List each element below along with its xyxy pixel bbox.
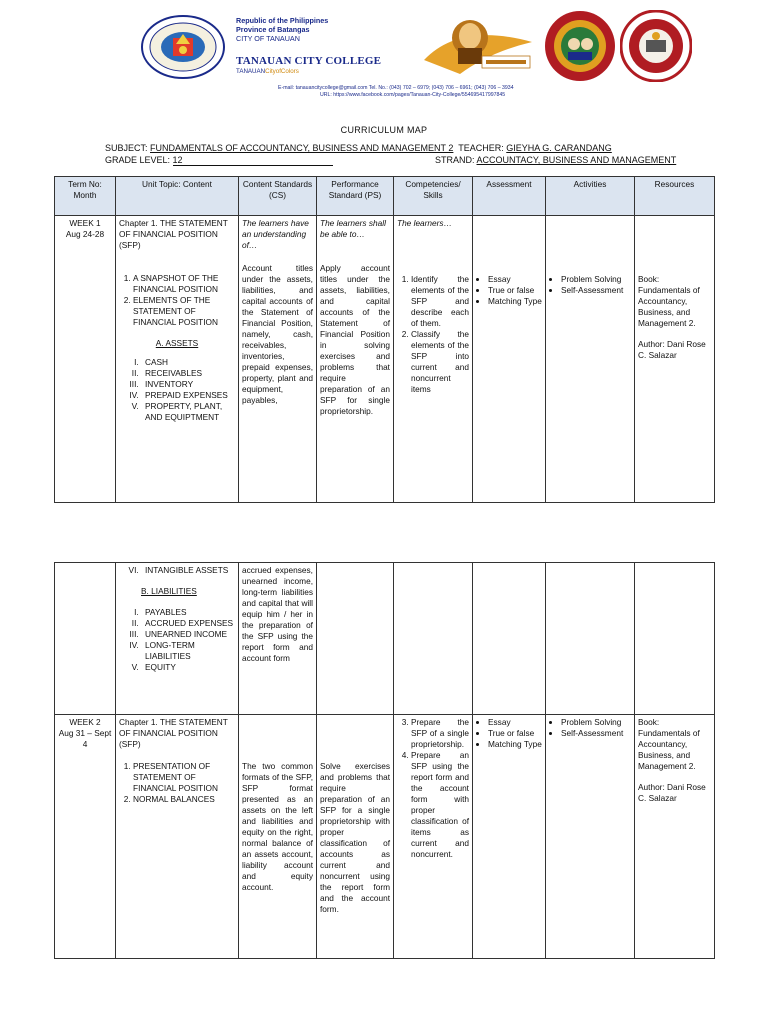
unit-topic-cell — [116, 216, 239, 503]
contact-url: URL: https://www.facebook.com/pages/Tanauan-City-College/554695417997845 — [320, 92, 506, 98]
ps-text: Solve exercises and problems that require preparation of an SFP for a single proprietorship with proper classification of accounts as current and noncurrent using the report form and the account form. — [320, 761, 390, 914]
assessment-list — [476, 274, 542, 307]
assessment-cell — [473, 715, 546, 959]
curriculum-table — [54, 176, 715, 503]
college-name: TANAUAN CITY COLLEGE — [236, 55, 382, 67]
assessment-cell — [473, 216, 546, 503]
content-standards-cell — [239, 563, 317, 715]
contact-email-phone: E-mail: tanauancitycollege@gmail.com Tel. No.: (043) 702 – 6979; (043) 706 – 6961; (043) 706 – 3934 — [278, 85, 514, 91]
list-item: 4. Prepare an SFP using the report form and the account form with proper classification of items as current and noncurrent. — [411, 750, 469, 860]
assets-list — [119, 357, 235, 423]
table-row — [55, 563, 715, 715]
list-item: 2. ELEMENTS OF THE STATEMENT OF FINANCIAL POSITION — [133, 295, 235, 328]
resource-book: Book: Fundamentals of Accountancy, Business, and Management 2. — [638, 274, 700, 328]
list-item: I. PAYABLES — [141, 607, 235, 618]
competencies-cell — [394, 563, 473, 715]
list-item: 1. A SNAPSHOT OF THE FINANCIAL POSITION — [133, 273, 235, 295]
liabilities-list — [119, 607, 235, 673]
resources-cell — [635, 563, 715, 715]
strand — [435, 155, 676, 165]
table-header-row — [55, 177, 715, 216]
chapter-title: Chapter 1. THE STATEMENT OF FINANCIAL POSITION (SFP) — [119, 218, 228, 250]
week-dates: Aug 31 – Sept 4 — [58, 728, 112, 749]
unit-topic-cell — [116, 563, 239, 715]
tanauan-city-seal-icon — [140, 14, 226, 80]
grade-value: 12 — [173, 156, 333, 166]
strand-value: ACCOUNTACY, BUSINESS AND MANAGEMENT — [476, 155, 677, 165]
list-item: • Essay — [488, 717, 542, 728]
list-item: • Self-Assessment — [561, 285, 631, 296]
senior-high-school-seal-icon — [620, 10, 692, 82]
list-item: 2. Classify the elements of the SFP into current and noncurrent items — [411, 329, 469, 395]
col-performance-standard: Performance Standard (PS) — [317, 177, 394, 216]
list-item: • Essay — [488, 274, 542, 285]
list-item: III. INVENTORY — [141, 379, 235, 390]
unit-topic-cell — [116, 715, 239, 959]
page-title: CURRICULUM MAP — [340, 125, 428, 135]
city-line: CITY OF TANAUAN — [236, 34, 300, 43]
subject-value: FUNDAMENTALS OF ACCOUNTANCY, BUSINESS AND MANAGEMENT 2 — [150, 143, 454, 153]
ps-text: Apply account titles under the assets, liabilities, and capital accounts of the Statement of Financial Position in solving exercises and problems that require preparation of an SFP for single proprietorship. — [320, 263, 390, 416]
term-cell — [55, 563, 116, 715]
list-item: V. EQUITY — [141, 662, 235, 673]
subject-label: SUBJECT: — [105, 143, 151, 153]
table-row — [55, 216, 715, 503]
activities-list — [549, 717, 631, 739]
cs-text: The two common formats of the SFP, SFP format presented as an assets on the left and liabilities and equity on the right, normal balance of an assets account, liability account and equity account. — [242, 761, 313, 892]
col-activities: Activities — [546, 177, 635, 216]
assessment-cell — [473, 563, 546, 715]
performance-standard-cell — [317, 216, 394, 503]
activities-cell — [546, 216, 635, 503]
republic-line: Republic of the Philippines — [236, 16, 329, 25]
col-unit-topic: Unit Topic: Content — [116, 177, 239, 216]
list-item: • True or false — [488, 285, 542, 296]
resource-author: Author: Dani Rose C. Salazar — [638, 782, 706, 803]
resources-cell — [635, 715, 715, 959]
cs-intro: The learners have an understanding of… — [242, 218, 309, 250]
contact-info — [278, 85, 514, 99]
table-row — [55, 715, 715, 959]
activities-cell — [546, 715, 635, 959]
list-item: 1. Identify the elements of the SFP and describe each of them. — [411, 274, 469, 329]
list-item: • True or false — [488, 728, 542, 739]
performance-standard-cell — [317, 715, 394, 959]
content-standards-cell — [239, 216, 317, 503]
col-content-standards: Content Standards (CS) — [239, 177, 317, 216]
liabilities-heading: B. LIABILITIES — [141, 586, 197, 596]
list-item: III. UNEARNED INCOME — [141, 629, 235, 640]
list-item: 3. Prepare the SFP of a single proprietorship. — [411, 717, 469, 750]
grade-strand-line — [105, 155, 705, 166]
competency-list — [397, 717, 469, 860]
list-item: II. ACCRUED EXPENSES — [141, 618, 235, 629]
list-item: VI. INTANGIBLE ASSETS — [141, 565, 235, 576]
activities-cell — [546, 563, 635, 715]
week-dates: Aug 24-28 — [65, 229, 105, 239]
col-resources: Resources — [635, 177, 715, 216]
resources-cell — [635, 216, 715, 503]
activities-list — [549, 274, 631, 296]
assets-list-continued — [119, 565, 235, 576]
topic-list — [119, 273, 235, 328]
content-standards-cell — [239, 715, 317, 959]
list-item: • Problem Solving — [561, 717, 631, 728]
subject-line — [105, 143, 612, 153]
list-item: • Matching Type — [488, 739, 542, 750]
tagline-city: TANAUAN — [236, 68, 266, 75]
tagline — [236, 68, 299, 75]
list-item: • Problem Solving — [561, 274, 631, 285]
government-lines — [236, 16, 328, 43]
assessment-list — [476, 717, 542, 750]
list-item: • Matching Type — [488, 296, 542, 307]
cs-text: accrued expenses, unearned income, long-term liabilities and capital that will equip him / her in the preparation of the SFP using the report form and account form — [242, 565, 313, 663]
list-item: 1. PRESENTATION OF STATEMENT OF FINANCIAL POSITION — [133, 761, 235, 794]
strand-label: STRAND: — [435, 155, 477, 165]
list-item: V. PROPERTY, PLANT, AND EQUIPTMENT — [141, 401, 235, 423]
chapter-title: Chapter 1. THE STATEMENT OF FINANCIAL POSITION (SFP) — [119, 717, 228, 749]
teacher-label: TEACHER: — [453, 143, 507, 153]
resource-author: Author: Dani Rose C. Salazar — [638, 339, 706, 360]
performance-standard-cell — [317, 563, 394, 715]
week-label: WEEK 1 — [69, 218, 101, 228]
comp-intro: The learners… — [397, 218, 452, 228]
competencies-cell — [394, 216, 473, 503]
tagline-colors: CityofColors — [265, 68, 299, 75]
resource-book: Book: Fundamentals of Accountancy, Business, and Management 2. — [638, 717, 700, 771]
curriculum-table-continued — [54, 562, 715, 959]
list-item: I. CASH — [141, 357, 235, 368]
assets-heading: A. ASSETS — [155, 338, 199, 348]
tanauan-city-college-seal-icon — [544, 10, 616, 82]
list-item: II. RECEIVABLES — [141, 368, 235, 379]
col-competencies: Competencies/ Skills — [394, 177, 473, 216]
list-item: IV. PREPAID EXPENSES — [141, 390, 235, 401]
term-cell — [55, 715, 116, 959]
letterhead — [0, 0, 768, 105]
list-item: 2. NORMAL BALANCES — [133, 794, 235, 805]
topic-list — [119, 761, 235, 805]
cs-text: Account titles under the assets, liabilities, and capital accounts of the Statement of Financial Position, namely, cash, receivables, inventories, prepaid expenses, property, plant and equipment, payables, — [242, 263, 313, 405]
competency-list — [397, 274, 469, 395]
list-item: IV. LONG-TERM LIABILITIES — [141, 640, 235, 662]
mabini-portrait-logo-icon — [420, 12, 538, 80]
term-cell — [55, 216, 116, 503]
col-assessment: Assessment — [473, 177, 546, 216]
col-term: Term No: Month — [55, 177, 116, 216]
week-label: WEEK 2 — [69, 717, 101, 727]
competencies-cell — [394, 715, 473, 959]
ps-intro: The learners shall be able to… — [320, 218, 386, 239]
list-item: • Self-Assessment — [561, 728, 631, 739]
grade-label: GRADE LEVEL: — [105, 155, 173, 165]
teacher-value: GIEYHA G. CARANDANG — [506, 143, 612, 153]
province-line: Province of Batangas — [236, 25, 310, 34]
